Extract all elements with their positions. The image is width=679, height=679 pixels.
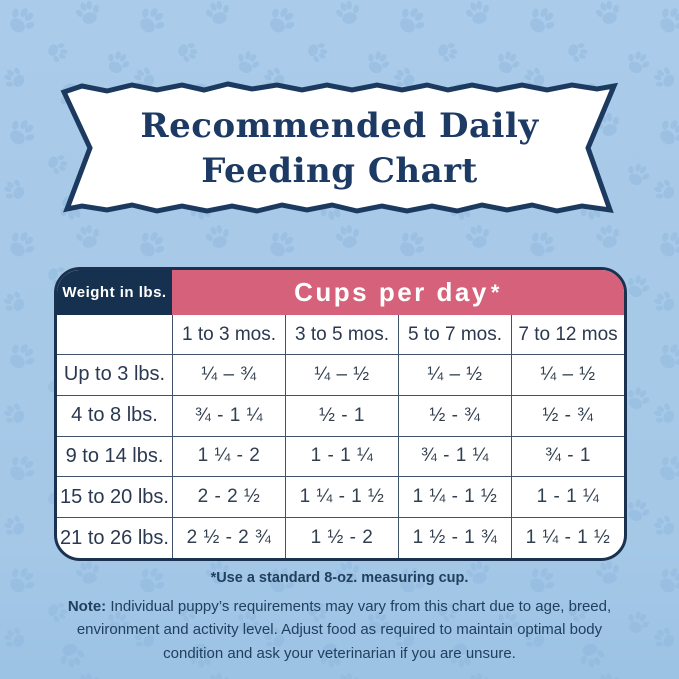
row-label: 4 to 8 lbs. xyxy=(57,395,172,436)
table-cell: 1 - 1 ¼ xyxy=(285,436,398,477)
table-cell: ¾ - 1 ¼ xyxy=(172,395,285,436)
table-cell: ¼ – ¾ xyxy=(172,354,285,395)
table-cell: 1 - 1 ¼ xyxy=(511,476,624,517)
table-cell: 1 ¼ - 1 ½ xyxy=(285,476,398,517)
age-header-1-3: 1 to 3 mos. xyxy=(172,315,285,354)
weight-column-header xyxy=(57,270,172,315)
table-cell: 2 - 2 ½ xyxy=(172,476,285,517)
table-cell: ½ - ¾ xyxy=(511,395,624,436)
table-cell: ¼ – ½ xyxy=(511,354,624,395)
table-cell: 1 ¼ - 1 ½ xyxy=(511,517,624,558)
row-label: 21 to 26 lbs. xyxy=(57,517,172,558)
age-header-3-5: 3 to 5 mos. xyxy=(285,315,398,354)
cups-per-day-label: Cups per day xyxy=(294,277,489,307)
table-cell: 1 ¼ - 1 ½ xyxy=(398,476,511,517)
table-cell: ½ - ¾ xyxy=(398,395,511,436)
title-banner xyxy=(52,78,627,220)
table-cell: 1 ¼ - 2 xyxy=(172,436,285,477)
table-cell: 1 ½ - 1 ¾ xyxy=(398,517,511,558)
weight-column-header-label: Weight in lbs. xyxy=(62,284,167,301)
cups-per-day-header: Cups per day * xyxy=(172,270,624,315)
table-cell: ¾ - 1 xyxy=(511,436,624,477)
disclaimer-note xyxy=(58,595,621,665)
table-cell: ¾ - 1 ¼ xyxy=(398,436,511,477)
page-title-line1: Recommended Daily xyxy=(140,106,539,147)
table-cell: ¼ – ½ xyxy=(285,354,398,395)
table-cell: 2 ½ - 2 ¾ xyxy=(172,517,285,558)
table-cell: ¼ – ½ xyxy=(398,354,511,395)
age-header-7-12: 7 to 12 mos xyxy=(511,315,624,354)
page-title xyxy=(80,90,599,208)
note-label: Note: xyxy=(67,598,107,615)
note-text: Individual puppy’s requirements may vary from this chart due to age, breed, environment and activity level. Adjust food as required to maintain optimal body condition and ask your veterinarian if you are unsure. xyxy=(76,598,612,662)
row-label: 9 to 14 lbs. xyxy=(57,436,172,477)
table-cell: 1 ½ - 2 xyxy=(285,517,398,558)
age-header-5-7: 5 to 7 mos. xyxy=(398,315,511,354)
page-title-line2: Feeding Chart xyxy=(201,151,478,191)
table-cell: ½ - 1 xyxy=(285,395,398,436)
row-label: Up to 3 lbs. xyxy=(57,354,172,395)
measuring-cup-footnote: *Use a standard 8-oz. measuring cup. xyxy=(210,570,469,586)
feeding-chart-table xyxy=(54,267,627,561)
age-header-spacer xyxy=(57,315,172,354)
row-label: 15 to 20 lbs. xyxy=(57,476,172,517)
